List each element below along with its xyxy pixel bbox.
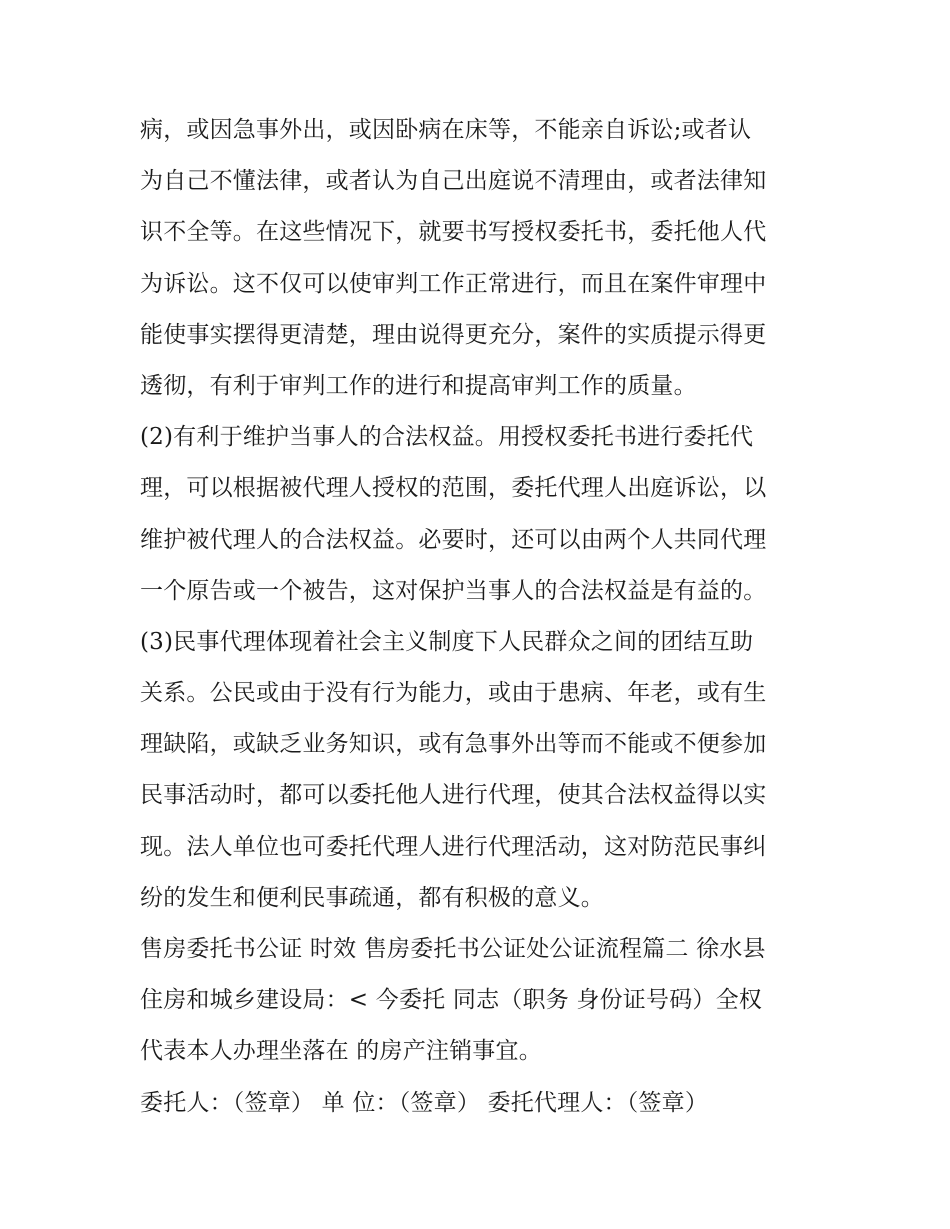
text-line: 维护被代理人的合法权益。必要时，还可以由两个人共同代理: [140, 526, 767, 553]
text-line: 关系。公民或由于没有行为能力，或由于患病、年老，或有生: [140, 680, 767, 707]
text-line: 为自己不懂法律，或者认为自己出庭说不清理由，或者法律知: [140, 168, 767, 195]
text-line: 现。法人单位也可委托代理人进行代理活动，这对防范民事纠: [140, 833, 767, 860]
text-line: 代表本人办理坐落在 的房产注销事宜。: [140, 1038, 542, 1065]
text-line: 能使事实摆得更清楚，理由说得更充分，案件的实质提示得更: [140, 321, 767, 348]
text-line: 理缺陷，或缺乏业务知识，或有急事外出等而不能或不便参加: [140, 731, 767, 758]
text-line: 病，或因急事外出，或因卧病在床等，不能亲自诉讼;或者认: [140, 117, 752, 143]
text-line: 住房和城乡建设局：< 今委托 同志（职务 身份证号码）全权: [140, 987, 763, 1014]
paragraph-3-start: (3)民事代理体现着社会主义制度下人民群众之间的团结互助: [140, 628, 754, 655]
document-body: [140, 105, 820, 1129]
text-line: 为诉讼。这不仅可以使审判工作正常进行，而且在案件审理中: [140, 270, 767, 297]
section-heading-line: 售房委托书公证 时效 售房委托书公证处公证流程篇二 徐水县: [140, 936, 766, 962]
paragraph-2-start: (2)有利于维护当事人的合法权益。用授权委托书进行委托代: [140, 424, 754, 451]
text-line: 纷的发生和便利民事疏通，都有积极的意义。: [140, 884, 604, 911]
signature-line: 委托人：（签章） 单 位：（签章） 委托代理人：（签章）: [140, 1089, 709, 1116]
text-line: 理，可以根据被代理人授权的范围，委托代理人出庭诉讼，以: [140, 475, 767, 502]
text-line: 识不全等。在这些情况下，就要书写授权委托书，委托他人代: [140, 219, 767, 246]
text-line: 透彻，有利于审判工作的进行和提高审判工作的质量。: [140, 372, 697, 399]
text-line: 一个原告或一个被告，这对保护当事人的合法权益是有益的。: [140, 577, 767, 604]
text-line: 民事活动时，都可以委托他人进行代理，使其合法权益得以实: [140, 782, 767, 809]
